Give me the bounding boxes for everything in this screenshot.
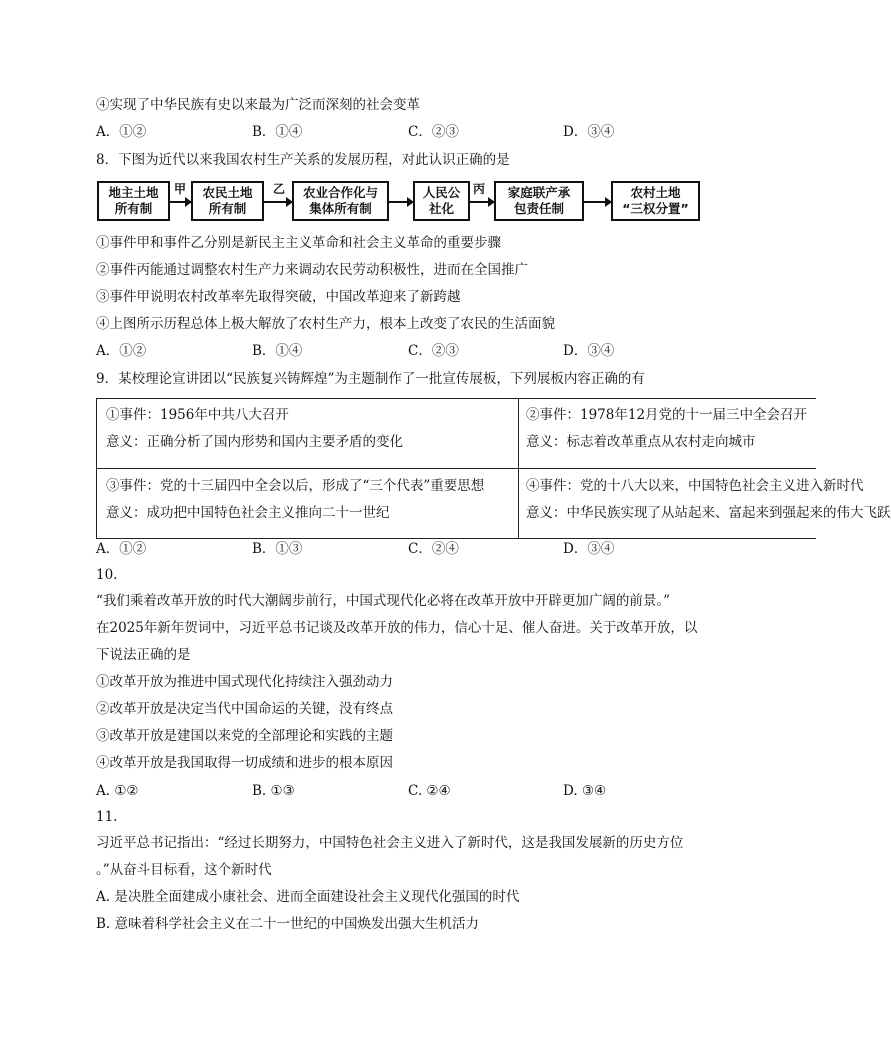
cell-3-event: ③事件：党的十三届四中全会以后，形成了“三个代表”重要思想	[106, 478, 485, 494]
table-column-divider	[518, 398, 519, 539]
table-row-divider	[96, 468, 816, 469]
flow-box-4-line2: 社化	[428, 201, 454, 216]
flow-box-3	[292, 181, 389, 221]
q10-number: 10.	[96, 567, 118, 583]
q8-item-1: ①事件甲和事件乙分别是新民主主义革命和社会主义革命的重要步骤	[96, 235, 501, 251]
q9-option-c: C．②④	[408, 541, 459, 557]
flow-box-3-line1: 农业合作化与	[302, 185, 378, 200]
q8-stem: 8．下图为近代以来我国农村生产关系的发展历程，对此认识正确的是	[96, 152, 510, 168]
q7-option-b: B．①④	[252, 124, 303, 140]
q7-options	[96, 123, 656, 141]
flow-arrow-5	[584, 201, 611, 203]
flow-box-4	[413, 181, 470, 221]
cell-3-meaning: 意义：成功把中国特色社会主义推向二十一世纪	[106, 505, 390, 521]
flow-box-1	[97, 181, 170, 221]
cell-4-meaning: 意义：中华民族实现了从站起来、富起来到强起来的伟大飞跃	[526, 505, 891, 521]
q11-number: 11.	[96, 809, 118, 825]
flow-arrow-3	[389, 201, 413, 203]
table-border-left	[96, 398, 97, 539]
flow-box-4-line1: 人民公	[422, 185, 461, 200]
flow-box-1-line2: 所有制	[114, 201, 153, 216]
q8-flow-diagram	[97, 181, 701, 225]
q8-option-d: D．③④	[563, 343, 615, 359]
q9-options	[96, 540, 656, 558]
cell-4-event: ④事件：党的十八大以来，中国特色社会主义进入新时代	[526, 478, 864, 494]
q11-option-a: A. 是决胜全面建成小康社会、进而全面建设社会主义现代化强国的时代	[96, 889, 520, 905]
flow-box-5-line1: 家庭联产承	[507, 185, 571, 200]
flow-box-6-line1: 农村土地	[630, 185, 681, 200]
q10-item-2: ②改革开放是决定当代中国命运的关键，没有终点	[96, 701, 393, 717]
q10-line-3: 下说法正确的是	[96, 647, 191, 663]
flow-label-jia: 甲	[174, 182, 187, 196]
q10-item-1: ①改革开放为推进中国式现代化持续注入强劲动力	[96, 674, 393, 690]
q7-option-a: A．①②	[96, 124, 147, 140]
q10-option-a: A. ①②	[96, 783, 139, 799]
q9-option-d: D．③④	[563, 541, 615, 557]
flow-arrow-2	[264, 201, 292, 203]
q8-item-2: ②事件丙能通过调整农村生产力来调动农民劳动积极性，进而在全国推广	[96, 262, 528, 278]
table-border-bottom	[96, 538, 816, 539]
q10-item-3: ③改革开放是建国以来党的全部理论和实践的主题	[96, 728, 393, 744]
flow-arrow-4	[470, 201, 494, 203]
q8-option-a: A．①②	[96, 343, 147, 359]
flow-box-2-line1: 农民土地	[202, 185, 253, 200]
flow-box-2	[191, 181, 264, 221]
flow-box-6-line2: “三权分置”	[622, 201, 689, 216]
flow-arrow-1	[170, 201, 191, 203]
q10-option-c: C. ②④	[408, 783, 451, 799]
q10-line-2: 在2025年新年贺词中，习近平总书记谈及改革开放的伟力，信心十足、催人奋进。关于改革开放，以	[96, 620, 698, 636]
flow-label-bing: 丙	[473, 182, 486, 196]
q8-options	[96, 342, 656, 360]
q7-option-c: C．②③	[408, 124, 459, 140]
cell-1-meaning: 意义：正确分析了国内形势和国内主要矛盾的变化	[106, 434, 403, 450]
cell-2-event: ②事件：1978年12月党的十一届三中全会召开	[526, 407, 808, 423]
q10-option-d: D. ③④	[563, 783, 607, 799]
q10-item-4: ④改革开放是我国取得一切成绩和进步的根本原因	[96, 755, 393, 771]
table-border-top	[96, 398, 816, 399]
flow-label-yi: 乙	[273, 182, 286, 196]
flow-box-6	[611, 181, 700, 221]
q10-options	[96, 782, 656, 800]
q8-item-3: ③事件甲说明农村改革率先取得突破，中国改革迎来了新跨越	[96, 289, 461, 305]
cell-2-meaning: 意义：标志着改革重点从农村走向城市	[526, 434, 756, 450]
q8-option-b: B．①④	[252, 343, 303, 359]
q7-option-d: D．③④	[563, 124, 615, 140]
q9-display-board-table	[96, 398, 891, 539]
q11-line-1: 习近平总书记指出：“经过长期努力，中国特色社会主义进入了新时代，这是我国发展新的历史方位	[96, 835, 684, 851]
q10-option-b: B. ①③	[252, 783, 295, 799]
q9-option-b: B．①③	[252, 541, 303, 557]
flow-box-5-line2: 包责任制	[513, 201, 564, 216]
q8-item-4: ④上图所示历程总体上极大解放了农村生产力，根本上改变了农民的生活面貌	[96, 316, 555, 332]
flow-box-1-line1: 地主土地	[108, 185, 159, 200]
q7-item-4: ④实现了中华民族有史以来最为广泛而深刻的社会变革	[96, 97, 420, 113]
flow-box-3-line2: 集体所有制	[309, 201, 372, 216]
q9-option-a: A．①②	[96, 541, 147, 557]
flow-box-5	[494, 181, 584, 221]
q9-stem: 9．某校理论宣讲团以“民族复兴铸辉煌”为主题制作了一批宣传展板，下列展板内容正确的有	[96, 371, 645, 387]
q11-line-2: 。”从奋斗目标看，这个新时代	[96, 862, 272, 878]
cell-1-event: ①事件：1956年中共八大召开	[106, 407, 289, 423]
flow-box-2-line2: 所有制	[208, 201, 247, 216]
q11-option-b: B. 意味着科学社会主义在二十一世纪的中国焕发出强大生机活力	[96, 916, 480, 932]
q10-line-1: “我们乘着改革开放的时代大潮阔步前行，中国式现代化必将在改革开放中开辟更加广阔的前景。”	[96, 593, 671, 609]
q8-option-c: C．②③	[408, 343, 459, 359]
